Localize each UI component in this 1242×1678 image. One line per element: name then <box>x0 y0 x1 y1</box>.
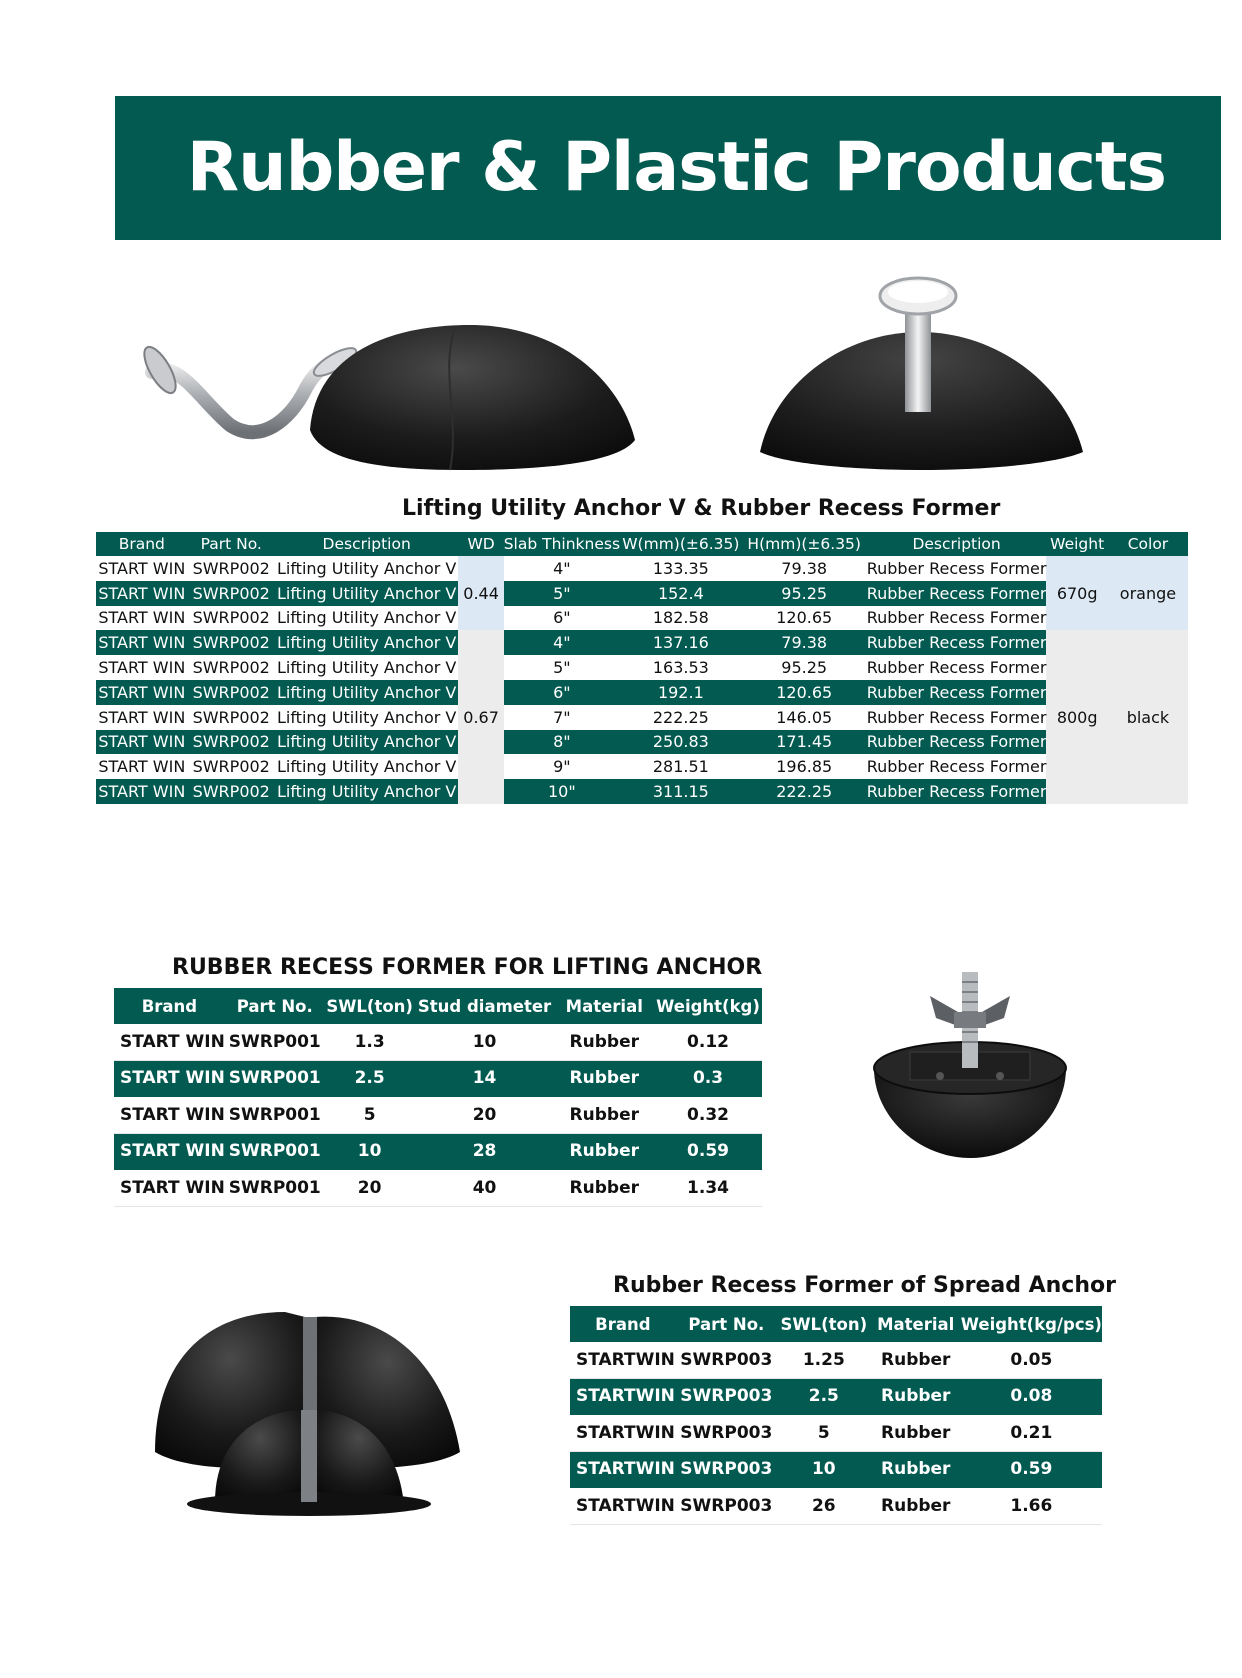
cell-swl: 1.25 <box>777 1342 871 1378</box>
cell-part-no: SWRP003 <box>676 1451 777 1488</box>
cell-width: 137.16 <box>620 630 742 655</box>
cell-weight: 1.34 <box>654 1170 762 1207</box>
cell-brand: STARTWIN <box>570 1378 676 1415</box>
cell-slab: 8" <box>504 730 620 755</box>
cell-height: 120.65 <box>776 608 833 628</box>
cell-weight: 0.05 <box>961 1342 1102 1378</box>
cell-description: Lifting Utility Anchor V <box>276 558 457 578</box>
cell-height: 196.85 <box>776 757 833 777</box>
cell-part-no: SWRP002 <box>192 658 270 678</box>
cell-weight: 0.21 <box>961 1415 1102 1452</box>
cell-description-2: Rubber Recess Former <box>866 608 1047 628</box>
cell-brand: STARTWIN <box>570 1488 676 1525</box>
table-row <box>96 630 1188 655</box>
cell-color-group2: black <box>1108 630 1188 804</box>
cell-weight: 0.32 <box>654 1097 762 1134</box>
header-material: Material <box>871 1306 961 1342</box>
cell-weight: 1.66 <box>961 1488 1102 1525</box>
cell-part-no: SWRP003 <box>676 1342 777 1378</box>
header-description-2: Description <box>867 532 1047 556</box>
table-row <box>96 581 1188 606</box>
cell-height: 95.25 <box>742 581 867 606</box>
table-header-row <box>96 532 1188 556</box>
cell-weight: 0.59 <box>961 1451 1102 1488</box>
header-stud-diameter: Stud diameter <box>415 988 555 1024</box>
cell-part-no: SWRP001 <box>225 1097 325 1134</box>
cell-width: 281.51 <box>652 757 709 777</box>
cell-brand: START WIN <box>98 658 186 678</box>
cell-width: 182.58 <box>652 608 709 628</box>
header-part-no: Part No. <box>676 1306 777 1342</box>
cell-width: 163.53 <box>652 658 709 678</box>
table-row <box>96 730 1188 755</box>
cell-brand: START WIN <box>98 558 186 578</box>
cell-slab: 5" <box>553 658 571 678</box>
cell-description: Lifting Utility Anchor V <box>275 680 459 705</box>
cell-width: 133.35 <box>652 558 709 578</box>
cell-description: Lifting Utility Anchor V <box>275 730 459 755</box>
cell-width: 222.25 <box>652 707 709 727</box>
cell-brand: START WIN <box>96 581 188 606</box>
cell-description-2: Rubber Recess Former <box>867 779 1047 804</box>
table-row <box>114 1024 762 1060</box>
cell-material: Rubber <box>871 1488 961 1525</box>
header-weight: Weight(kg/pcs) <box>961 1306 1102 1342</box>
cell-color-group1: orange <box>1108 556 1188 630</box>
cell-brand: START WIN <box>96 730 188 755</box>
cell-swl: 1.3 <box>325 1024 415 1060</box>
cell-description-2: Rubber Recess Former <box>867 581 1047 606</box>
cell-part-no: SWRP003 <box>676 1415 777 1452</box>
cell-slab: 4" <box>553 558 571 578</box>
cell-slab: 4" <box>504 630 620 655</box>
header-part-no: Part No. <box>188 532 275 556</box>
header-part-no: Part No. <box>225 988 325 1024</box>
cell-material: Rubber <box>871 1378 961 1415</box>
cell-height: 171.45 <box>742 730 867 755</box>
cell-part-no: SWRP003 <box>676 1488 777 1525</box>
cell-part-no: SWRP003 <box>676 1378 777 1415</box>
cell-stud-diameter: 10 <box>415 1024 555 1060</box>
cell-stud-diameter: 28 <box>415 1133 555 1170</box>
table-row <box>570 1342 1102 1378</box>
cell-swl: 26 <box>777 1488 871 1525</box>
table-row <box>114 1097 762 1134</box>
cell-part-no: SWRP002 <box>188 581 275 606</box>
lifting-anchor-table <box>96 532 1188 804</box>
cell-height: 79.38 <box>742 630 867 655</box>
cell-weight: 0.12 <box>654 1024 762 1060</box>
cell-brand: START WIN <box>96 680 188 705</box>
table-row <box>570 1415 1102 1452</box>
cell-brand: STARTWIN <box>570 1342 676 1378</box>
cell-slab: 6" <box>553 608 571 628</box>
cell-description-2: Rubber Recess Former <box>867 630 1047 655</box>
cell-width: 250.83 <box>620 730 742 755</box>
cell-weight-group1: 670g <box>1046 556 1107 630</box>
cell-swl: 10 <box>777 1451 871 1488</box>
title-banner <box>115 96 1221 240</box>
cell-part-no: SWRP001 <box>225 1024 325 1060</box>
cell-swl: 2.5 <box>325 1060 415 1097</box>
cell-description-2: Rubber Recess Former <box>866 658 1047 678</box>
cell-swl: 20 <box>325 1170 415 1207</box>
cell-stud-diameter: 14 <box>415 1060 555 1097</box>
section3-caption: Rubber Recess Former of Spread Anchor <box>613 1273 1116 1298</box>
cell-material: Rubber <box>871 1451 961 1488</box>
table-row <box>96 779 1188 804</box>
cell-wd-group2: 0.67 <box>458 630 503 804</box>
table-row <box>96 655 1188 680</box>
lifting-anchor-hook-photo <box>140 320 650 480</box>
cell-brand: START WIN <box>114 1097 225 1134</box>
section1-caption: Lifting Utility Anchor V & Rubber Recess Former <box>402 496 1001 521</box>
header-brand: Brand <box>96 532 188 556</box>
header-brand: Brand <box>114 988 225 1024</box>
cell-weight: 0.59 <box>654 1133 762 1170</box>
cell-material: Rubber <box>554 1060 654 1097</box>
page-title: Rubber & Plastic Products <box>186 128 1166 207</box>
cell-swl: 10 <box>325 1133 415 1170</box>
spread-anchor-former-table <box>570 1306 1102 1525</box>
header-description: Description <box>275 532 459 556</box>
cell-description-2: Rubber Recess Former <box>867 680 1047 705</box>
header-color: Color <box>1108 532 1188 556</box>
cell-part-no: SWRP002 <box>192 558 270 578</box>
cell-brand: START WIN <box>96 630 188 655</box>
cell-brand: START WIN <box>114 1133 225 1170</box>
cell-height: 79.38 <box>781 558 828 578</box>
table-header-row <box>114 988 762 1024</box>
cell-description: Lifting Utility Anchor V <box>276 658 457 678</box>
header-brand: Brand <box>570 1306 676 1342</box>
cell-part-no: SWRP002 <box>188 730 275 755</box>
cell-slab: 9" <box>553 757 571 777</box>
cell-material: Rubber <box>554 1170 654 1207</box>
cell-description: Lifting Utility Anchor V <box>275 779 459 804</box>
cell-slab: 7" <box>553 707 571 727</box>
header-width: W(mm)(±6.35) <box>620 532 742 556</box>
cell-brand: START WIN <box>114 1024 225 1060</box>
header-swl: SWL(ton) <box>325 988 415 1024</box>
cell-brand: START WIN <box>96 779 188 804</box>
cell-height: 95.25 <box>781 658 828 678</box>
header-material: Material <box>554 988 654 1024</box>
cell-material: Rubber <box>554 1097 654 1134</box>
cell-part-no: SWRP001 <box>225 1060 325 1097</box>
table-header-row <box>570 1306 1102 1342</box>
cell-brand: START WIN <box>98 608 186 628</box>
cell-swl: 2.5 <box>777 1378 871 1415</box>
table-row <box>96 606 1188 631</box>
cell-description-2: Rubber Recess Former <box>867 730 1047 755</box>
cell-height: 222.25 <box>742 779 867 804</box>
cell-description: Lifting Utility Anchor V <box>276 608 457 628</box>
header-wd: WD <box>458 532 503 556</box>
cell-swl: 5 <box>777 1415 871 1452</box>
cell-slab: 5" <box>504 581 620 606</box>
cell-swl: 5 <box>325 1097 415 1134</box>
table-row <box>96 705 1188 730</box>
cell-brand: START WIN <box>98 757 186 777</box>
cell-weight: 0.08 <box>961 1378 1102 1415</box>
recess-former-lifting-table <box>114 988 762 1207</box>
cell-description: Lifting Utility Anchor V <box>276 757 457 777</box>
cell-brand: STARTWIN <box>570 1415 676 1452</box>
cell-material: Rubber <box>554 1133 654 1170</box>
cell-wd-group1: 0.44 <box>458 556 503 630</box>
cell-part-no: SWRP002 <box>192 608 270 628</box>
cell-brand: START WIN <box>114 1170 225 1207</box>
cell-part-no: SWRP002 <box>188 630 275 655</box>
table-row <box>114 1133 762 1170</box>
cell-part-no: SWRP001 <box>225 1133 325 1170</box>
header-weight: Weight <box>1046 532 1107 556</box>
cell-weight-group2: 800g <box>1046 630 1107 804</box>
cell-description: Lifting Utility Anchor V <box>275 630 459 655</box>
cell-description: Lifting Utility Anchor V <box>276 707 457 727</box>
cell-brand: START WIN <box>98 707 186 727</box>
table-row <box>96 556 1188 581</box>
header-slab-thickness: Slab Thinkness <box>504 532 620 556</box>
header-swl: SWL(ton) <box>777 1306 871 1342</box>
cell-part-no: SWRP002 <box>192 707 270 727</box>
cell-stud-diameter: 40 <box>415 1170 555 1207</box>
cell-brand: STARTWIN <box>570 1451 676 1488</box>
cell-description-2: Rubber Recess Former <box>866 757 1047 777</box>
cell-part-no: SWRP001 <box>225 1170 325 1207</box>
table-row <box>570 1488 1102 1525</box>
cell-height: 146.05 <box>776 707 833 727</box>
cell-description-2: Rubber Recess Former <box>866 558 1047 578</box>
recess-former-wingnut-photo <box>870 968 1070 1168</box>
cell-material: Rubber <box>554 1024 654 1060</box>
cell-part-no: SWRP002 <box>192 757 270 777</box>
table-row <box>570 1378 1102 1415</box>
cell-slab: 6" <box>504 680 620 705</box>
table-row <box>96 754 1188 779</box>
cell-description: Lifting Utility Anchor V <box>275 581 459 606</box>
cell-height: 120.65 <box>742 680 867 705</box>
table-row <box>570 1451 1102 1488</box>
cell-stud-diameter: 20 <box>415 1097 555 1134</box>
header-weight: Weight(kg) <box>654 988 762 1024</box>
cell-part-no: SWRP002 <box>188 680 275 705</box>
cell-weight: 0.3 <box>654 1060 762 1097</box>
section2-caption: RUBBER RECESS FORMER FOR LIFTING ANCHOR <box>172 955 763 980</box>
cell-width: 152.4 <box>620 581 742 606</box>
table-row <box>114 1170 762 1207</box>
spread-anchor-former-photo <box>145 1292 475 1522</box>
header-height: H(mm)(±6.35) <box>742 532 867 556</box>
lifting-anchor-upright-photo <box>755 272 1085 472</box>
cell-part-no: SWRP002 <box>188 779 275 804</box>
cell-description-2: Rubber Recess Former <box>866 707 1047 727</box>
cell-brand: START WIN <box>114 1060 225 1097</box>
cell-material: Rubber <box>871 1415 961 1452</box>
table-row <box>114 1060 762 1097</box>
cell-material: Rubber <box>871 1342 961 1378</box>
cell-slab: 10" <box>504 779 620 804</box>
cell-width: 192.1 <box>620 680 742 705</box>
cell-width: 311.15 <box>620 779 742 804</box>
table-row <box>96 680 1188 705</box>
